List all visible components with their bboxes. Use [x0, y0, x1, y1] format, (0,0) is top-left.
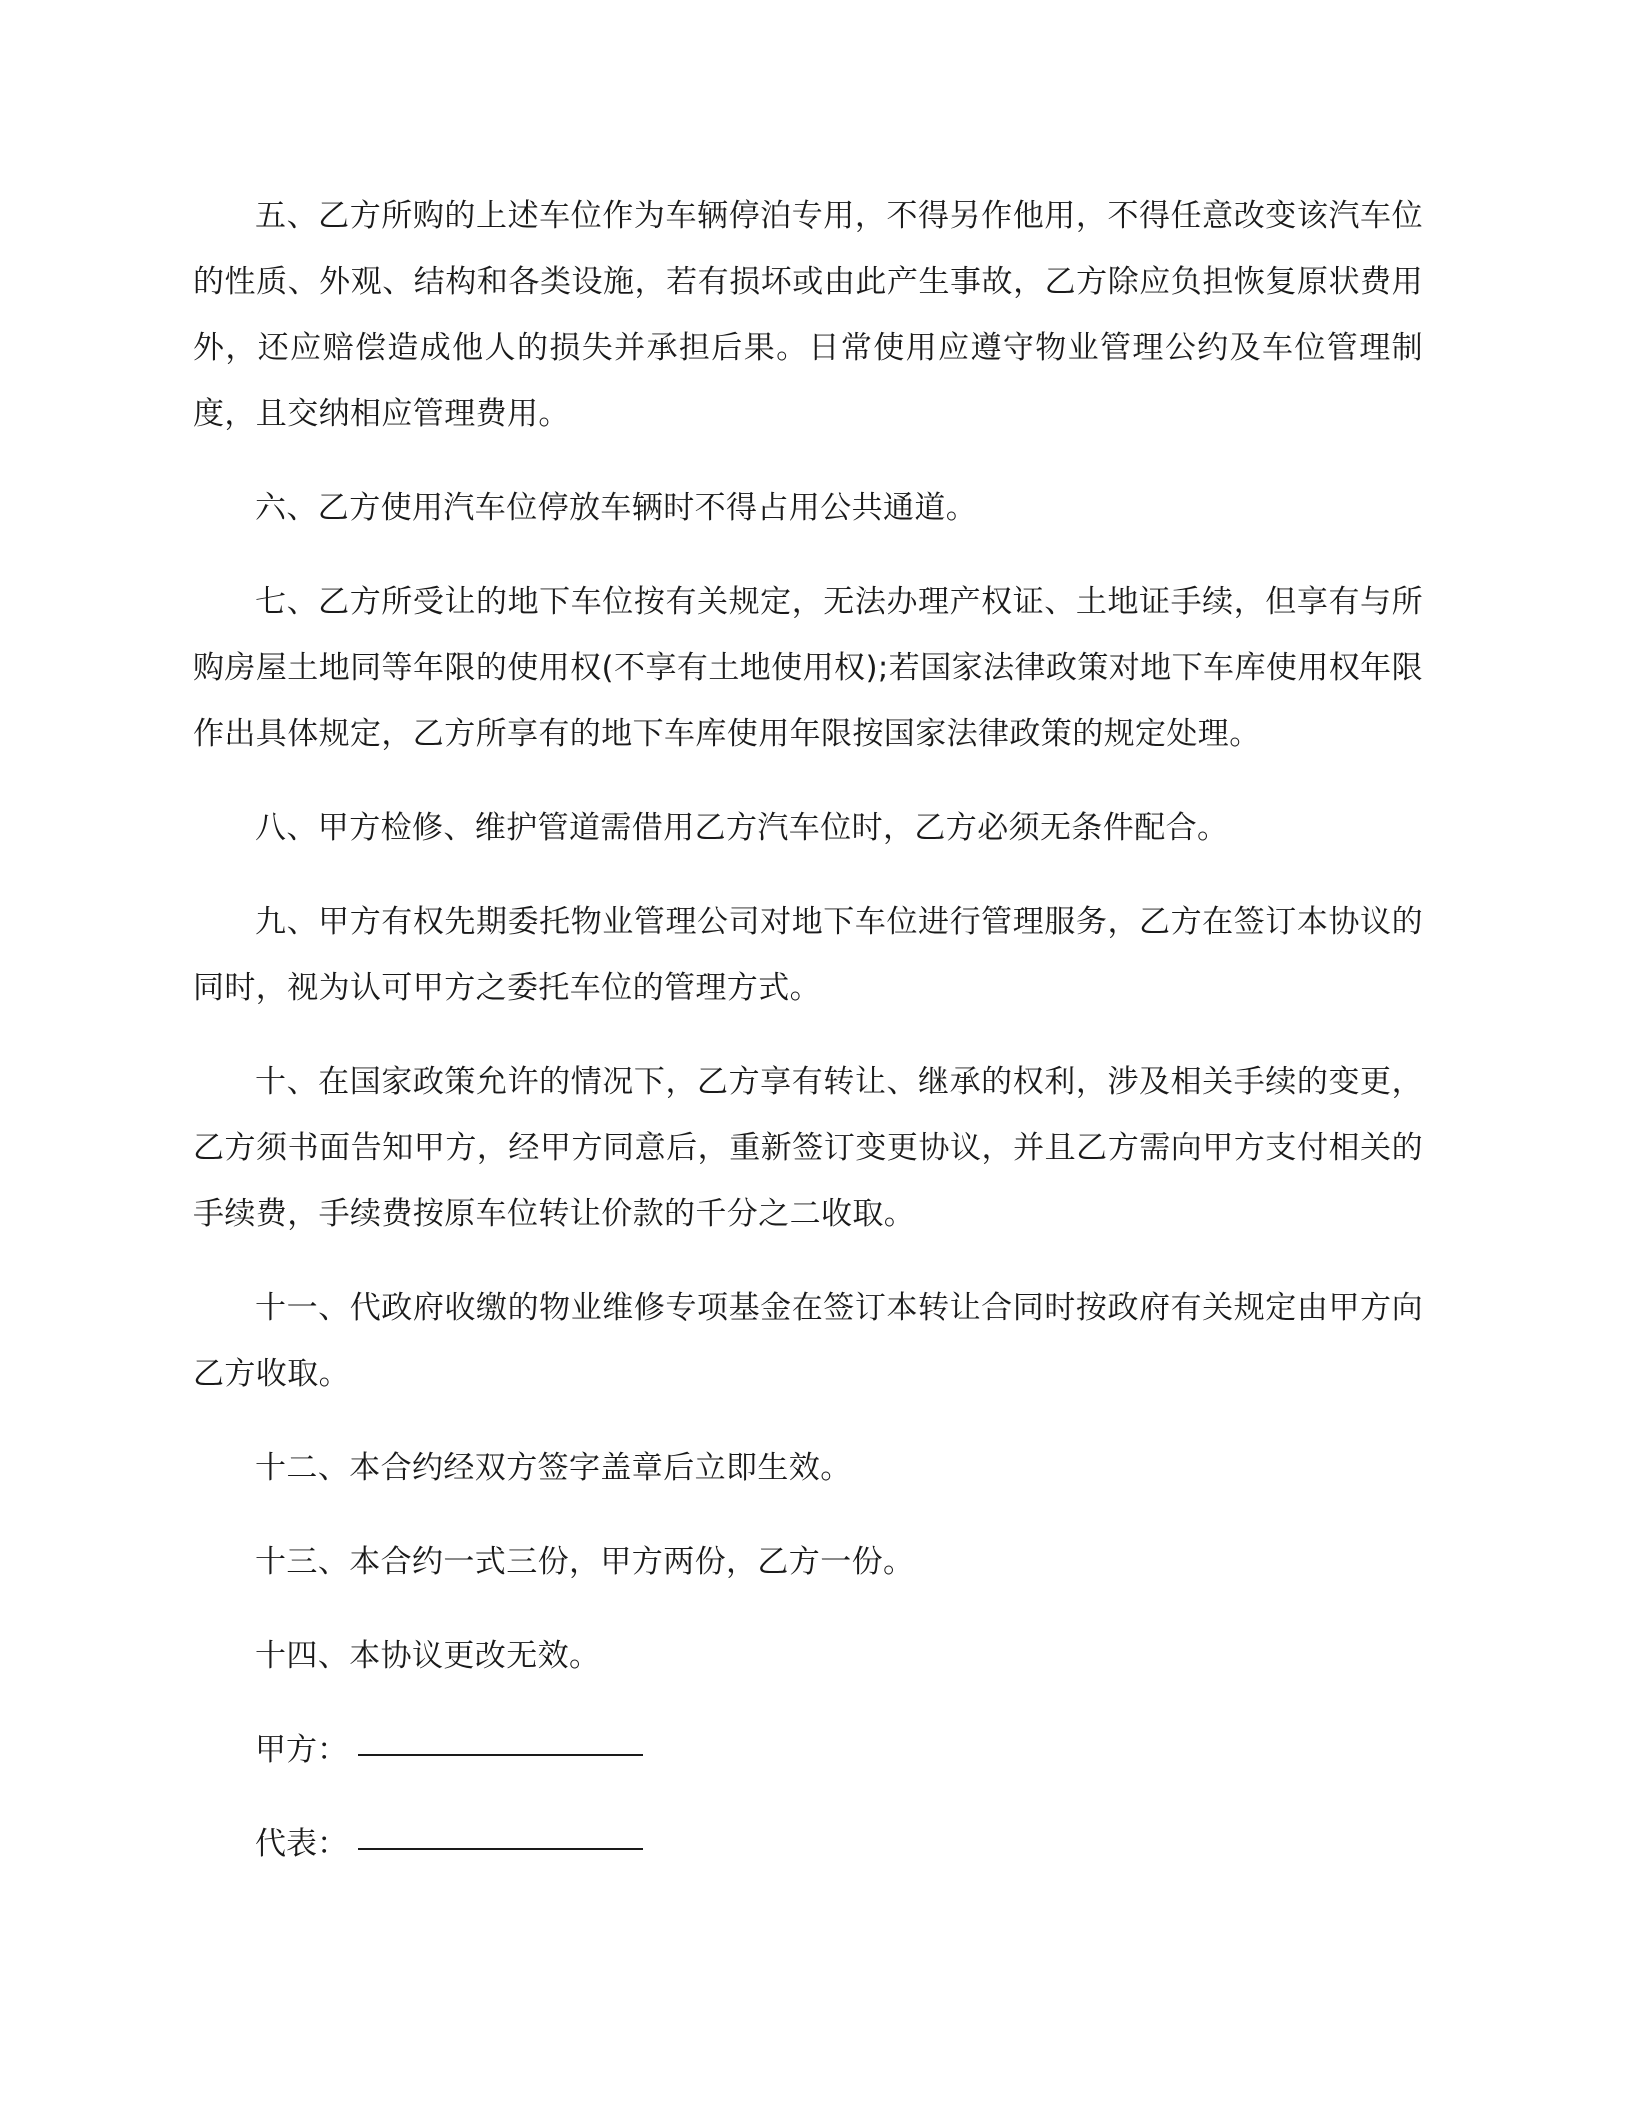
clause-7: 七、乙方所受让的地下车位按有关规定，无法办理产权证、土地证手续，但享有与所购房屋土地同等年限的使用权(不享有土地使用权);若国家法律政策对地下车库使用权年限作出具体规定，乙方所享有的地下车库使用年限按国家法律政策的规定处理。 [193, 584, 1423, 752]
clause-6: 六、乙方使用汽车位停放车辆时不得占用公共通道。 [255, 490, 978, 526]
contract-body [193, 183, 1423, 1905]
clause-12: 十二、本合约经双方签字盖章后立即生效。 [255, 1450, 852, 1486]
clause-5: 五、乙方所购的上述车位作为车辆停泊专用，不得另作他用，不得任意改变该汽车位的性质、外观、结构和各类设施，若有损坏或由此产生事故，乙方除应负担恢复原状费用外，还应赔偿造成他人的损失并承担后果。日常使用应遵守物业管理公约及车位管理制度，且交纳相应管理费用。 [193, 198, 1423, 432]
clause-14: 十四、本协议更改无效。 [255, 1638, 601, 1674]
clause-9: 九、甲方有权先期委托物业管理公司对地下车位进行管理服务，乙方在签订本协议的同时，视为认可甲方之委托车位的管理方式。 [193, 904, 1423, 1006]
representative-label: 代表： [255, 1826, 348, 1862]
clause-8: 八、甲方检修、维护管道需借用乙方汽车位时，乙方必须无条件配合。 [255, 810, 1229, 846]
clause-13: 十三、本合约一式三份，甲方两份，乙方一份。 [255, 1544, 915, 1580]
representative-signature [193, 1811, 1423, 1877]
party-a-signature [193, 1717, 1423, 1783]
clause-10: 十、在国家政策允许的情况下，乙方享有转让、继承的权利，涉及相关手续的变更，乙方须书面告知甲方，经甲方同意后，重新签订变更协议，并且乙方需向甲方支付相关的手续费，手续费按原车位转让价款的千分之二收取。 [193, 1064, 1423, 1232]
party-a-signature-line [358, 1754, 643, 1756]
clause-11: 十一、代政府收缴的物业维修专项基金在签订本转让合同时按政府有关规定由甲方向乙方收取。 [193, 1290, 1423, 1392]
representative-signature-line [358, 1848, 643, 1850]
party-a-label: 甲方： [255, 1732, 348, 1768]
